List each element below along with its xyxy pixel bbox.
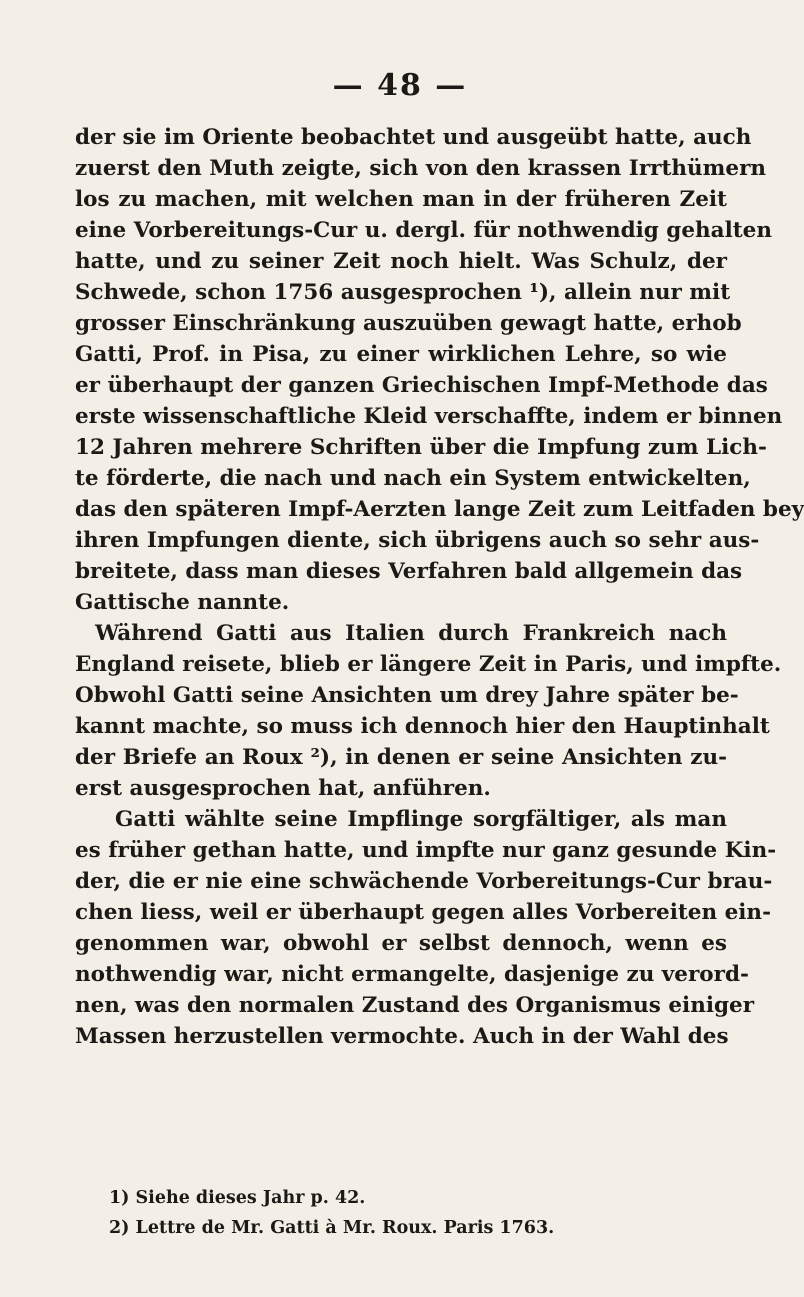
text-line: es früher gethan hatte, und impfte nur ganz gesunde Kin- (75, 838, 777, 863)
text-line: los zu machen, mit welchen man in der früheren Zeit (75, 187, 727, 212)
text-line: nen, was den normalen Zustand des Organismus einiger (75, 993, 755, 1018)
text-line: hatte, und zu seiner Zeit noch hielt. Was Schulz, der (75, 249, 727, 274)
text-line: das den späteren Impf-Aerzten lange Zeit zum Leitfaden bey (75, 497, 804, 522)
footnote: 2) Lettre de Mr. Gatti à Mr. Roux. Paris 1763. (109, 1218, 555, 1238)
text-line: eine Vorbereitungs-Cur u. dergl. für nothwendig gehalten (75, 218, 772, 243)
text-line: Schwede, schon 1756 ausgesprochen ¹), allein nur mit (75, 280, 731, 305)
text-line: erst ausgesprochen hat, anführen. (75, 776, 491, 801)
footnote: 1) Siehe dieses Jahr p. 42. (109, 1188, 366, 1208)
text-line: nothwendig war, nicht ermangelte, dasjenige zu verord- (75, 962, 749, 987)
text-line: er überhaupt der ganzen Griechischen Impf-Methode das (75, 373, 768, 398)
page-number: — 48 — (332, 68, 468, 103)
footnotes (109, 1183, 729, 1243)
text-line: Obwohl Gatti seine Ansichten um drey Jahre später be- (75, 683, 739, 708)
text-line: kannt machte, so muss ich dennoch hier den Hauptinhalt (75, 714, 770, 739)
text-line: grosser Einschränkung auszuüben gewagt hatte, erhob (75, 311, 742, 336)
text-line: der sie im Oriente beobachtet und ausgeübt hatte, auch (75, 125, 752, 150)
body-text (75, 122, 804, 1052)
text-line: ihren Impfungen diente, sich übrigens auch so sehr aus- (75, 528, 760, 553)
text-line: te förderte, die nach und nach ein System entwickelten, (75, 466, 751, 491)
text-line: zuerst den Muth zeigte, sich von den krassen Irrthümern (75, 156, 767, 181)
text-line: der, die er nie eine schwächende Vorbereitungs-Cur brau- (75, 869, 773, 894)
text-line: breitete, dass man dieses Verfahren bald allgemein das (75, 559, 743, 584)
text-line: chen liess, weil er überhaupt gegen alles Vorbereiten ein- (75, 900, 771, 925)
text-line: England reisete, blieb er längere Zeit in Paris, und impfte. (75, 652, 782, 677)
text-line: Gattische nannte. (75, 590, 290, 615)
text-line: Massen herzustellen vermochte. Auch in der Wahl des (75, 1024, 729, 1049)
text-line: 12 Jahren mehrere Schriften über die Impfung zum Lich- (75, 435, 767, 460)
text-line: erste wissenschaftliche Kleid verschaffte, indem er binnen (75, 404, 783, 429)
text-line: genommen war, obwohl er selbst dennoch, wenn es (75, 931, 727, 956)
text-line: Gatti, Prof. in Pisa, zu einer wirklichen Lehre, so wie (75, 342, 727, 367)
text-line: der Briefe an Roux ²), in denen er seine Ansichten zu- (75, 745, 727, 770)
text-line: Während Gatti aus Italien durch Frankreich nach (95, 621, 727, 646)
text-line: Gatti wählte seine Impflinge sorgfältiger, als man (115, 807, 727, 832)
